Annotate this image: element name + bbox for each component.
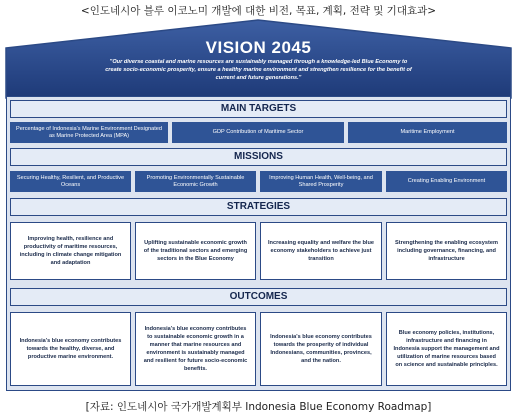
strategies-heading: STRATEGIES bbox=[10, 198, 507, 216]
outcome-card-prosperity: Indonesia's blue economy contributes towards the prosperity of individual Indonesians, communities, provinces, and the nation. bbox=[260, 312, 382, 386]
strategy-card-resilience: Improving health, resilience and productivity of maritime resources, including in climate change mitigation and adaptation bbox=[10, 222, 131, 280]
vision-title: VISION 2045 bbox=[205, 38, 312, 57]
mission-item-healthy-oceans: Securing Healthy, Resilient, and Productive Oceans bbox=[10, 171, 131, 192]
figure-caption-top: <인도네시아 블루 이코노미 개발에 대한 비전, 목표, 계획, 전략 및 기대효과> bbox=[80, 5, 437, 17]
mission-item-enabling-environment: Creating Enabling Environment bbox=[386, 171, 507, 192]
strategy-card-economic-growth: Uplifting sustainable economic growth of the traditional sectors and emerging sectors in the Blue Economy bbox=[135, 222, 256, 280]
strategy-card-ecosystem: Strengthening the enabling ecosystem including governance, financing, and infrastructure bbox=[386, 222, 507, 280]
target-item-gdp: GDP Contribution of Maritime Sector bbox=[172, 122, 344, 143]
target-item-mpa: Percentage of Indonesia's Marine Environment Designated as Marine Protected Area (MPA) bbox=[10, 122, 168, 143]
outcome-card-economic-growth: Indonesia's blue economy contributes to sustainable economic growth in a manner that marine resources and environment is sustainably managed and resilient for future socio-economic benefits. bbox=[135, 312, 256, 386]
outcome-card-policies: Blue economy policies, institutions, infrastructure and financing in Indonesia support the management and utilization of marine resources based on science and sustainable principles. bbox=[386, 312, 507, 386]
figure-caption-source: [자료: 인도네시아 국가개발계획부 Indonesia Blue Economy Roadmap] bbox=[85, 401, 432, 413]
outcomes-heading: OUTCOMES bbox=[10, 288, 507, 306]
missions-heading: MISSIONS bbox=[10, 148, 507, 166]
target-item-employment: Maritime Employment bbox=[348, 122, 507, 143]
outcome-card-marine-environment: Indonesia's blue economy contributes towards the healthy, diverse, and productive marine environment. bbox=[10, 312, 131, 386]
mission-item-sustainable-growth: Promoting Environmentally Sustainable Economic Growth bbox=[135, 171, 256, 192]
vision-statement: "Our diverse coastal and marine resources are sustainably managed through a knowledge-led Blue Economy to create socio-economic prosperity, ensure a healthy marine environment and strengthen resilience for the benefit of current and future generations." bbox=[105, 59, 412, 81]
strategy-card-equality: Increasing equality and welfare the blue economy stakeholders to achieve just transition bbox=[260, 222, 382, 280]
mission-item-human-wellbeing: Improving Human Health, Well-being, and Shared Prosperity bbox=[260, 171, 382, 192]
main-targets-heading: MAIN TARGETS bbox=[10, 100, 507, 118]
